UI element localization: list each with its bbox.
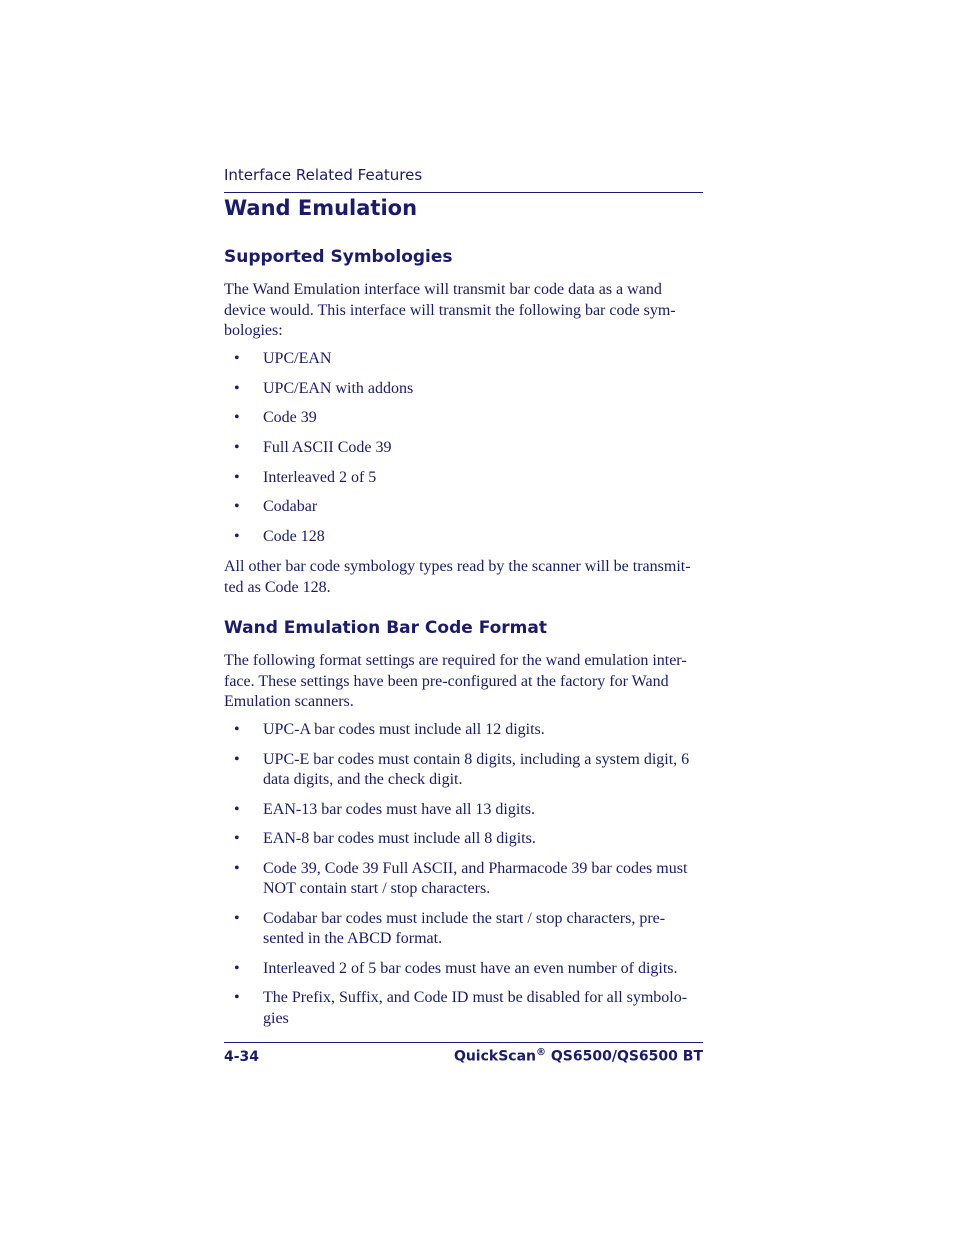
page-title: Wand Emulation xyxy=(224,196,418,220)
text-line: The Wand Emulation interface will transmit bar code data as a wand xyxy=(224,281,662,298)
text-line: All other bar code symbology types read by the scanner will be transmit- xyxy=(224,558,691,575)
text-line: Emulation scanners. xyxy=(224,693,354,710)
registered-mark: ® xyxy=(536,1047,547,1058)
text-line: ted as Code 128. xyxy=(224,578,331,596)
list-item: • Interleaved 2 of 5 xyxy=(234,468,377,486)
text-line: bologies: xyxy=(224,322,283,339)
footer-product: QuickScan® QS6500/QS6500 BT xyxy=(453,1047,703,1065)
text-line: face. These settings have been pre-configured at the factory for Wand xyxy=(224,672,669,690)
header-rule xyxy=(224,192,703,193)
list-item: • Codabar xyxy=(234,498,318,516)
list-item: • EAN-13 bar codes must have all 13 digits. xyxy=(234,800,535,818)
section-heading-bar-code-format: Wand Emulation Bar Code Format xyxy=(224,618,547,638)
section1-intro xyxy=(224,280,703,342)
section2-intro xyxy=(224,651,703,713)
list-item: • The Prefix, Suffix, and Code ID must be disabled for all symbolo- gies xyxy=(234,989,688,1027)
footer-rule xyxy=(224,1042,703,1043)
list-item: • Code 39 xyxy=(234,409,317,427)
list-item: • UPC/EAN with addons xyxy=(234,379,414,397)
list-item: • Interleaved 2 of 5 bar codes must have an even number of digits. xyxy=(234,959,678,977)
page-number: 4-34 xyxy=(224,1049,260,1065)
list-item: • UPC/EAN xyxy=(234,350,332,367)
list-item: • Codabar bar codes must include the start / stop characters, pre- sented in the ABCD format. xyxy=(234,909,666,947)
list-item: • Full ASCII Code 39 xyxy=(234,439,392,457)
list-item: • UPC-E bar codes must contain 8 digits, including a system digit, 6 data digits, and the check digit. xyxy=(234,750,690,788)
list-item: • EAN-8 bar codes must include all 8 digits. xyxy=(234,830,536,847)
running-header: Interface Related Features xyxy=(224,166,423,184)
list-item: • Code 128 xyxy=(234,528,325,546)
text-line: device would. This interface will transmit the following bar code sym- xyxy=(224,301,676,319)
text-line: The following format settings are required for the wand emulation inter- xyxy=(224,652,687,669)
list-item: • UPC-A bar codes must include all 12 digits. xyxy=(234,721,545,738)
section-heading-supported-symbologies: Supported Symbologies xyxy=(224,247,453,267)
list-item: • Code 39, Code 39 Full ASCII, and Pharmacode 39 bar codes must NOT contain start / stop characters. xyxy=(234,859,688,897)
section1-outro xyxy=(224,557,703,598)
format-list xyxy=(224,720,703,1029)
symbology-list xyxy=(224,349,703,548)
